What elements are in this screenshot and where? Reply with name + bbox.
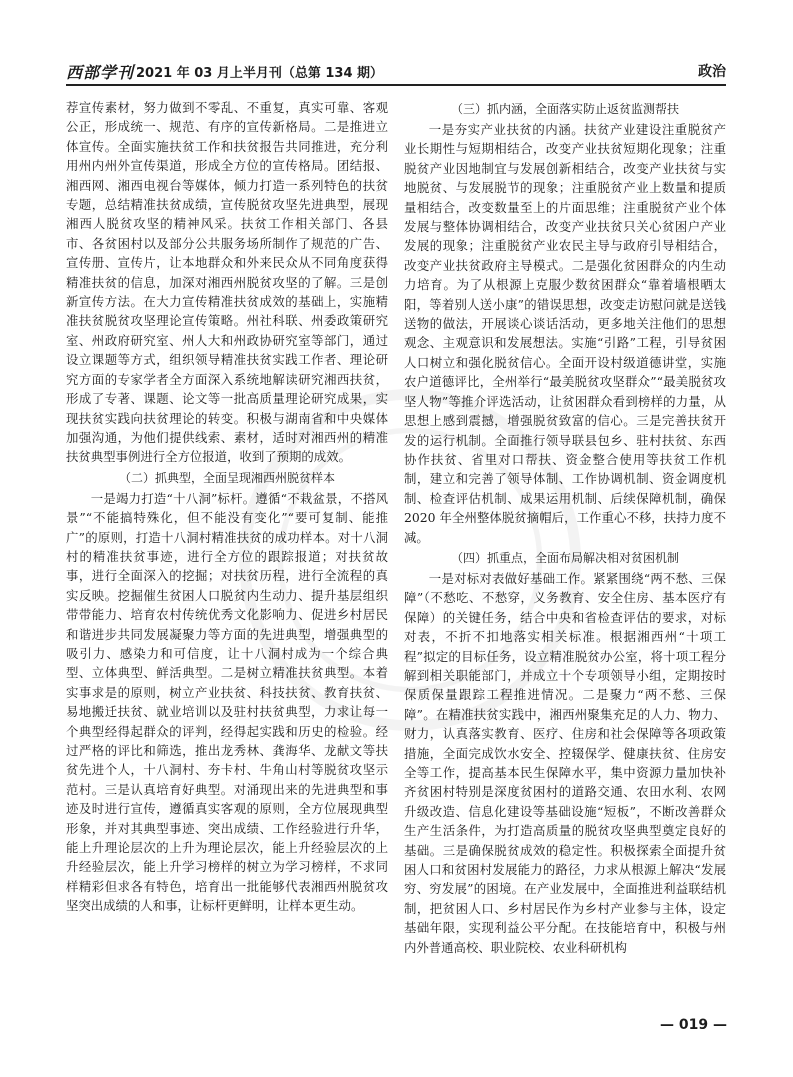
right-column — [404, 98, 726, 957]
left-column — [66, 98, 388, 916]
paragraph-propaganda: 荐宣传素材，努力做到不零乱、不重复，真实可靠、客观公正，形成统一、规范、有序的宣传新格局。二是推进立体宣传。全面实施扶贫工作和扶贫报告共同推进，充分利用州内州外宣传渠道，形成全方位的宣传格局。团结报、湘西网、湘西电视台等媒体，倾力打造一系列特色的扶贫专题，总结精准扶贫成绩，宣传脱贫攻坚先进典型，展现湘西人脱贫攻坚的精神风采。扶贫工作相关部门、各县市、各贫困村以及部分公共服务场所制作了规范的广告、宣传册、宣传片，让本地群众和外来民众从不同角度获得精准扶贫的信息，加深对湘西州脱贫攻坚的了解。三是创新宣传方法。在大力宣传精准扶贫成效的基础上，实施精准扶贫脱贫攻坚理论宣传策略。州社科联、州委政策研究室、州政府研究室、州人大和州政协研究室等部门，通过设立课题等方式，组织领导精准扶贫实践工作者、理论研究方面的专家学者全方面深入系统地解读研究湘西扶贫，形成了专著、课题、论文等一批高质量理论研究成果，实现扶贫实践向扶贫理论的转变。积极与湖南省和中央媒体加强沟通，为他们提供线索、素材，适时对湘西州的精准扶贫典型事例进行全方位报道，收到了预期的成效。 — [66, 100, 388, 465]
subheading-connotation: （三）抓内涵，全面落实防止返贫监测帮扶 — [450, 102, 679, 116]
paragraph-typical: 一是竭力打造“十八洞”标杆。遵循“不栽盆景，不搭风景”“不能搞特殊化，但不能没有变化”“要可复制、能推广”的原则，打造十八洞村精准扶贫的成功样本。对十八洞村的精准扶贫事迹，进行全方位的跟踪报道；对扶贫故事，进行全面深入的挖掘；对扶贫历程，进行全流程的真实反映。挖掘催生贫困人口脱贫内生动力、提升基层组织带带能力、培育农村传统优秀文化影响力、促进乡村居民和谐进步共同发展凝聚力等方面的先进典型，增强典型的吸引力、感染力和可信度，让十八洞村成为一个综合典型、立体典型、鲜活典型。二是树立精准扶贫典型。本着实事求是的原则，树立产业扶贫、科技扶贫、教育扶贫、易地搬迁扶贫、就业培训以及驻村扶贫典型，力求让每一个典型经得起群众的评判，经得起实践和历史的检验。经过严格的评比和筛选，推出龙秀林、龚海华、龙献文等扶贫先进个人，十八洞村、夯卡村、牛角山村等脱贫攻坚示范村。三是认真培育好典型。对涌现出来的先进典型和事迹及时进行宣传，遵循真实客观的原则，全方位展现典型形象，并对其典型事迹、突出成绩、工作经验进行升华，能上升理论层次的上升为理论层次，能上升经验层次的上升经验层次，能上升学习榜样的树立为学习榜样，不求同样精彩但求各有特色，培育出一批能够代表湘西州脱贫攻坚突出成绩的人和事，让标杆更鲜明，让样本更生动。 — [66, 490, 388, 914]
subheading-typical: （二）抓典型，全面呈现湘西州脱贫样本 — [118, 470, 335, 485]
page-number: — 019 — — [660, 1017, 727, 1033]
issue-info: 2021 年 03 月上半月刊（总第 134 期） — [136, 66, 384, 81]
section-label: 政治 — [698, 64, 726, 80]
journal-name: 西部学刊 — [66, 63, 135, 82]
subheading-key-points: （四）抓重点，全面布局解决相对贫困机制 — [450, 550, 679, 565]
paragraph-connotation: 一是夯实产业扶贫的内涵。扶贫产业建设注重脱贫产业长期性与短期相结合，改变产业扶贫短期化现象；注重脱贫产业因地制宜与发展创新相结合，改变产业扶贫与实地脱贫、与发展脱节的现象；注重脱贫产业上数量和提质量相结合，改变数量至上的片面思维；注重脱贫产业个体发展与整体协调相结合，改变产业扶贫只关心贫困户产业发展的现象；注重脱贫产业农民主导与政府引导相结合，改变产业扶贫政府主导模式。二是强化贫困群众的内生动力培育。为了从根源上克服少数贫困群众“靠着墙根晒太阳，等着别人送小康”的错误思想，改变走访慰问就是送钱送物的做法，开展谈心谈话活动，更多地关注他们的思想观念、主观意识和发展想法。实施“引路”工程，引导贫困人口树立和强化脱贫信心。全面开设村级道德讲堂，实施农户道德评比，全州举行“最美脱贫攻坚群众”“最美脱贫攻坚人物”等推介评选活动，让贫困群众看到榜样的力量，从思想上感到震撼，增强脱贫致富的信心。三是完善扶贫开发的运行机制。全面推行领导联县包乡、驻村扶贫、东西协作扶贫、省里对口帮扶、资金整合使用等扶贫工作机制，建立和完善了领导体制、工作协调机制、资金调度机制、检查评估机制、成果运用机制、后续保障机制，确保 2020 年全州整体脱贫摘帽后，工作重心不移，扶持力度不减。 — [404, 122, 726, 545]
paragraph-key-points: 一是对标对表做好基础工作。紧紧围绕“两不愁、三保障”（不愁吃、不愁穿，义务教育、安全住房、基本医疗有保障）的关键任务，结合中央和省检查评估的要求，对标对表，不折不扣地落实相关标准。根据湘西州“十项工程”拟定的目标任务，设立精准脱贫办公室，将十项工程分解到相关职能部门，并成立十个专项领导小组，定期按时保质保量跟踪工程推进情况。二是聚力“两不愁、三保障”。在精准扶贫实践中，湘西州聚集充足的人力、物力、财力，认真落实教育、医疗、住房和社会保障等各项政策措施，全面完成饮水安全、控辍保学、健康扶贫、住房安全等工作，提高基本民生保障水平，集中资源力量加快补齐贫困村特别是深度贫困村的道路交通、农田水利、农网升级改造、信息化建设等基础设施“短板”，不断改善群众生产生活条件，为打造高质量的脱贫攻坚典型奠定良好的基础。三是确保脱贫成效的稳定性。积极探索全面提升贫困人口和贫困村发展能力的路径，力求从根源上解决“发展穷、穷发展”的困境。在产业发展中，全面推进利益联结机制，把贫困人口、乡村居民作为乡村产业参与主体，设定基础年限，实现利益公平分配。在技能培育中，积极与州内外普通高校、职业院校、农业科研机构 — [404, 570, 726, 955]
running-header — [66, 58, 726, 86]
